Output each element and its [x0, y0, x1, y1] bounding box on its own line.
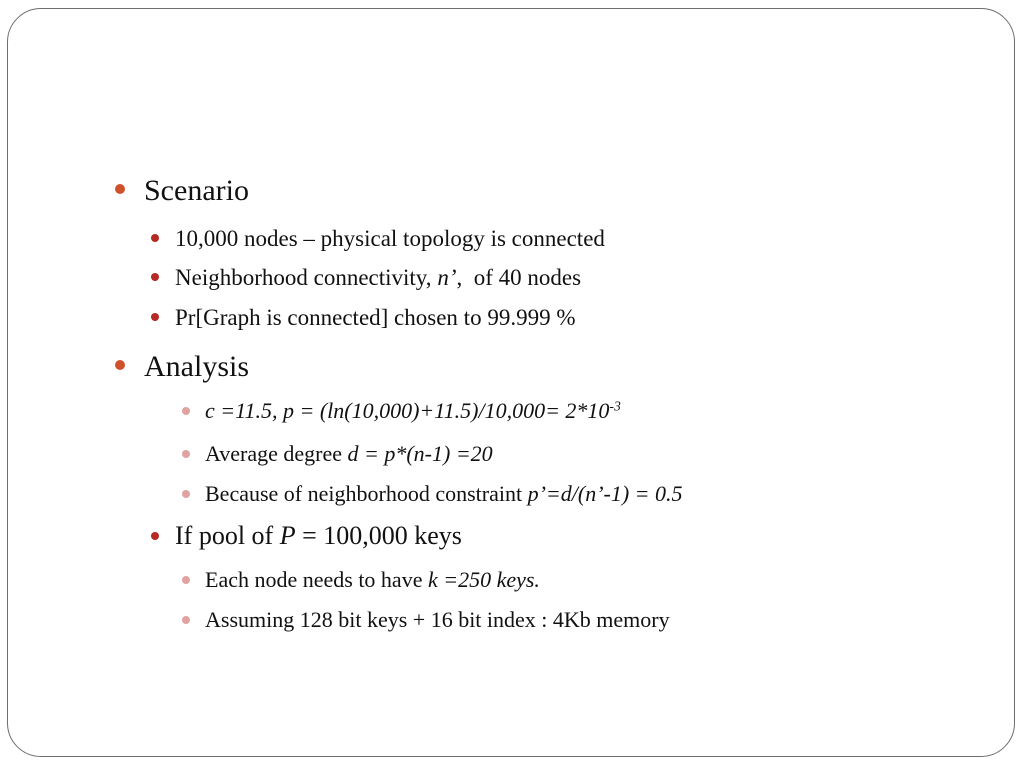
analysis-average-degree	[205, 443, 493, 465]
connectivity-label: Neighborhood connectivity,	[175, 265, 438, 290]
pool-value: = 100,000 keys	[295, 521, 462, 550]
level3-bullet	[182, 490, 190, 498]
formula-text: c =11.5, p = (ln(10,000)+11.5)/10,000= 2*10	[205, 398, 610, 423]
level3-bullet	[182, 450, 190, 458]
average-degree-label: Average degree	[205, 441, 348, 466]
analysis-heading: Analysis	[144, 350, 249, 383]
level3-bullet	[182, 616, 190, 624]
scenario-item-connectivity	[175, 266, 581, 289]
analysis-neighborhood-constraint	[205, 483, 683, 505]
scenario-item-probability: Pr[Graph is connected] chosen to 99.999 %	[175, 305, 576, 330]
connectivity-variable: n’	[437, 265, 457, 290]
level3-bullet	[182, 407, 190, 415]
connectivity-suffix: , of 40 nodes	[456, 265, 582, 290]
level2-bullet	[151, 234, 159, 242]
level2-bullet	[151, 273, 159, 281]
scenario-heading: Scenario	[144, 174, 249, 207]
level3-bullet	[182, 576, 190, 584]
level1-bullet	[115, 184, 125, 194]
scenario-item-nodes: 10,000 nodes – physical topology is connected	[175, 226, 605, 251]
keys-per-node-label: Each node needs to have	[205, 567, 428, 592]
constraint-formula: p’=d/(n’-1) = 0.5	[527, 481, 683, 506]
keys-per-node-formula: k =250 keys.	[427, 567, 540, 592]
level2-bullet	[151, 532, 159, 540]
level2-bullet	[151, 313, 159, 321]
average-degree-formula: d = p*(n-1) =20	[347, 441, 493, 466]
pool-variable: P	[279, 521, 296, 550]
pool-label: If pool of	[175, 521, 280, 550]
formula-exponent: -3	[609, 398, 621, 414]
pool-item	[175, 523, 462, 549]
constraint-label: Because of neighborhood constraint	[205, 481, 528, 506]
level1-bullet	[115, 360, 125, 370]
pool-keys-per-node	[205, 569, 540, 591]
pool-memory: Assuming 128 bit keys + 16 bit index : 4Kb memory	[205, 607, 670, 632]
analysis-formula-c-p	[205, 400, 621, 422]
